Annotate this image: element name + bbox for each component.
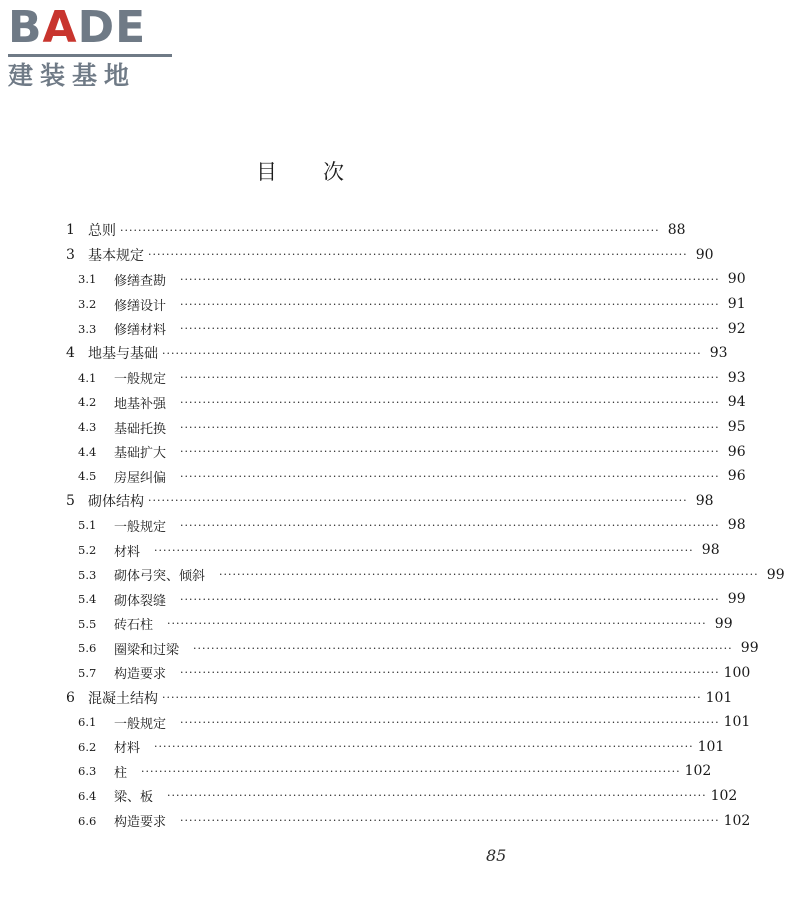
toc-entry-page: 93 bbox=[709, 345, 728, 362]
logo-divider bbox=[8, 54, 172, 57]
toc-entry-number: 6.3 bbox=[78, 764, 97, 779]
toc-section-entry bbox=[66, 390, 746, 415]
toc-entry-title: 柱 bbox=[114, 765, 128, 781]
toc-entry-number: 5.7 bbox=[78, 665, 97, 680]
toc-entry-number: 5 bbox=[66, 492, 75, 509]
toc-entry-number: 3.1 bbox=[78, 272, 97, 287]
toc-entry-title: 构造要求 bbox=[114, 815, 167, 831]
toc-entry-number: 6 bbox=[66, 689, 75, 706]
toc-chapter-entry bbox=[66, 685, 733, 710]
toc-entry-number: 5.5 bbox=[78, 616, 97, 631]
toc-dot-leader: ························································································································ bbox=[180, 666, 720, 680]
toc-dot-leader: ························································································································ bbox=[180, 272, 720, 286]
toc-entry-title: 地基补强 bbox=[114, 396, 167, 412]
toc-entry-page: 101 bbox=[723, 714, 751, 731]
toc-section-entry bbox=[66, 661, 751, 686]
toc-entry-number: 5.1 bbox=[78, 518, 97, 533]
toc-entry-page: 98 bbox=[727, 517, 746, 534]
toc-dot-leader: ························································································································ bbox=[180, 395, 720, 409]
toc-dot-leader: ························································································································ bbox=[162, 346, 702, 360]
toc-entry-page: 99 bbox=[740, 640, 759, 657]
toc-section-entry bbox=[66, 636, 759, 661]
toc-entry-number: 3 bbox=[66, 246, 75, 263]
toc-entry-number: 1 bbox=[66, 222, 75, 239]
toc-entry-title: 砌体裂缝 bbox=[114, 593, 167, 609]
toc-entry-title: 修缮查勘 bbox=[114, 273, 167, 289]
toc-entry-number: 4.3 bbox=[78, 420, 97, 435]
toc-entry-number: 6.4 bbox=[78, 788, 97, 803]
logo-letter-a-accent: A bbox=[42, 2, 78, 53]
toc-entry-number: 4 bbox=[66, 345, 75, 362]
toc-entry-title: 混凝土结构 bbox=[88, 690, 158, 707]
toc-entry-page: 90 bbox=[727, 271, 746, 288]
toc-entry-page: 88 bbox=[667, 222, 686, 239]
toc-entry-number: 6.2 bbox=[78, 739, 97, 754]
toc-dot-leader: ························································································································ bbox=[154, 740, 694, 754]
toc-entry-title: 一般规定 bbox=[114, 716, 167, 732]
logo-letter-b: B bbox=[8, 2, 43, 53]
toc-entry-number: 4.1 bbox=[78, 370, 97, 385]
toc-dot-leader: ························································································································ bbox=[180, 715, 720, 729]
toc-dot-leader: ························································································································ bbox=[193, 641, 733, 655]
logo-letters-de: DE bbox=[77, 2, 147, 53]
toc-entry-number: 5.2 bbox=[78, 543, 97, 558]
toc-dot-leader: ························································································································ bbox=[148, 248, 688, 262]
toc-section-entry bbox=[66, 366, 746, 391]
toc-dot-leader: ························································································································ bbox=[180, 814, 720, 828]
toc-entry-number: 4.4 bbox=[78, 444, 97, 459]
toc-entry-number: 6.6 bbox=[78, 813, 97, 828]
toc-dot-leader: ························································································································ bbox=[180, 592, 720, 606]
toc-chapter-entry bbox=[66, 341, 728, 366]
toc-entry-page: 101 bbox=[697, 738, 725, 755]
toc-entry-title: 圈梁和过梁 bbox=[114, 642, 180, 658]
toc-dot-leader: ························································································································ bbox=[167, 789, 707, 803]
toc-entry-page: 90 bbox=[695, 246, 714, 263]
toc-entry-title: 构造要求 bbox=[114, 667, 167, 683]
toc-section-entry bbox=[66, 415, 746, 440]
toc-dot-leader: ························································································································ bbox=[167, 617, 707, 631]
toc-entry-page: 101 bbox=[705, 689, 733, 706]
toc-section-entry bbox=[66, 538, 720, 563]
toc-section-entry bbox=[66, 734, 725, 759]
toc-entry-title: 基础托换 bbox=[114, 421, 167, 437]
toc-section-entry bbox=[66, 784, 738, 809]
toc-entry-title: 砖石柱 bbox=[114, 618, 154, 634]
toc-entry-page: 99 bbox=[727, 591, 746, 608]
toc-entry-page: 100 bbox=[723, 664, 751, 681]
toc-dot-leader: ························································································································ bbox=[180, 371, 720, 385]
toc-entry-title: 一般规定 bbox=[114, 372, 167, 388]
toc-entry-page: 96 bbox=[727, 443, 746, 460]
toc-entry-number: 5.3 bbox=[78, 567, 97, 582]
toc-entry-page: 102 bbox=[723, 812, 751, 829]
toc-entry-page: 93 bbox=[727, 369, 746, 386]
toc-dot-leader: ························································································································ bbox=[180, 518, 720, 532]
toc-section-entry bbox=[66, 562, 785, 587]
toc-dot-leader: ························································································································ bbox=[180, 297, 720, 311]
toc-entry-title: 修缮材料 bbox=[114, 323, 167, 339]
toc-section-entry bbox=[66, 587, 746, 612]
toc-entry-page: 102 bbox=[710, 787, 738, 804]
toc-chapter-entry bbox=[66, 489, 714, 514]
toc-entry-title: 材料 bbox=[114, 741, 141, 757]
toc-dot-leader: ························································································································ bbox=[219, 568, 759, 582]
toc-entry-page: 91 bbox=[727, 296, 746, 313]
toc-entry-page: 95 bbox=[727, 419, 746, 436]
toc-dot-leader: ························································································································ bbox=[180, 420, 720, 434]
toc-dot-leader: ························································································································ bbox=[162, 691, 702, 705]
toc-entry-number: 3.2 bbox=[78, 297, 97, 312]
toc-section-entry bbox=[66, 612, 733, 637]
toc-section-entry bbox=[66, 439, 746, 464]
logo-wordmark bbox=[8, 4, 146, 52]
bade-logo bbox=[8, 4, 178, 92]
toc-entry-title: 一般规定 bbox=[114, 519, 167, 535]
toc-section-entry bbox=[66, 759, 712, 784]
page-title: 目次 bbox=[256, 160, 390, 184]
toc-section-entry bbox=[66, 808, 751, 833]
toc-entry-title: 材料 bbox=[114, 544, 141, 560]
toc-entry-number: 5.6 bbox=[78, 641, 97, 656]
toc-entry-number: 4.5 bbox=[78, 469, 97, 484]
toc-entry-number: 3.3 bbox=[78, 321, 97, 336]
table-of-contents bbox=[66, 218, 785, 833]
toc-entry-page: 98 bbox=[695, 492, 714, 509]
toc-chapter-entry bbox=[66, 243, 714, 268]
toc-dot-leader: ························································································································ bbox=[148, 494, 688, 508]
toc-entry-page: 99 bbox=[714, 615, 733, 632]
toc-section-entry bbox=[66, 292, 746, 317]
toc-entry-page: 102 bbox=[684, 763, 712, 780]
toc-entry-number: 5.4 bbox=[78, 592, 97, 607]
toc-dot-leader: ························································································································ bbox=[154, 543, 694, 557]
toc-entry-title: 砌体结构 bbox=[88, 493, 144, 510]
toc-chapter-entry bbox=[66, 218, 686, 243]
page-number: 85 bbox=[486, 846, 507, 865]
toc-entry-title: 房屋纠偏 bbox=[114, 470, 167, 486]
toc-dot-leader: ························································································································ bbox=[180, 469, 720, 483]
toc-dot-leader: ························································································································ bbox=[141, 764, 681, 778]
toc-entry-title: 梁、板 bbox=[114, 790, 154, 806]
toc-entry-page: 98 bbox=[701, 542, 720, 559]
toc-section-entry bbox=[66, 513, 746, 538]
toc-entry-title: 总则 bbox=[88, 223, 116, 240]
toc-dot-leader: ························································································································ bbox=[180, 322, 720, 336]
toc-entry-page: 96 bbox=[727, 468, 746, 485]
toc-entry-page: 99 bbox=[766, 566, 785, 583]
toc-dot-leader: ························································································································ bbox=[180, 445, 720, 459]
toc-dot-leader: ························································································································ bbox=[120, 223, 660, 237]
toc-section-entry bbox=[66, 267, 746, 292]
toc-entry-title: 砌体弓突、倾斜 bbox=[114, 569, 206, 585]
toc-section-entry bbox=[66, 710, 751, 735]
toc-section-entry bbox=[66, 316, 746, 341]
logo-subtitle: 建装基地 bbox=[8, 61, 137, 90]
toc-entry-page: 94 bbox=[727, 394, 746, 411]
toc-entry-number: 6.1 bbox=[78, 715, 97, 730]
toc-entry-number: 4.2 bbox=[78, 395, 97, 410]
toc-entry-title: 基础扩大 bbox=[114, 446, 167, 462]
toc-entry-title: 修缮设计 bbox=[114, 298, 167, 314]
toc-entry-title: 基本规定 bbox=[88, 247, 144, 264]
toc-entry-title: 地基与基础 bbox=[88, 346, 158, 363]
toc-entry-page: 92 bbox=[727, 320, 746, 337]
toc-section-entry bbox=[66, 464, 746, 489]
